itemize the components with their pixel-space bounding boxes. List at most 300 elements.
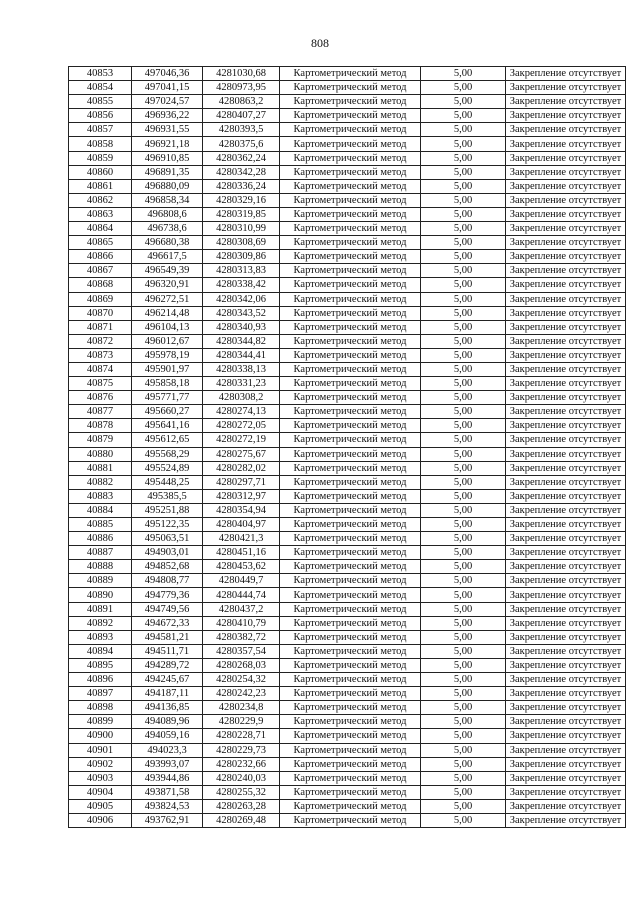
coord-y: 4280340,93	[203, 320, 280, 334]
fixation-cell: Закрепление отсутствует	[506, 630, 626, 644]
coord-x: 494187,11	[132, 687, 203, 701]
accuracy-cell: 5,00	[421, 151, 506, 165]
table-row	[69, 405, 626, 419]
accuracy-cell: 5,00	[421, 306, 506, 320]
method-cell: Картометрический метод	[280, 475, 421, 489]
table-row	[69, 673, 626, 687]
point-number: 40872	[69, 334, 132, 348]
coord-x: 496858,34	[132, 193, 203, 207]
accuracy-cell: 5,00	[421, 179, 506, 193]
coord-y: 4281030,68	[203, 67, 280, 81]
table-row	[69, 264, 626, 278]
accuracy-cell: 5,00	[421, 771, 506, 785]
coord-y: 4280421,3	[203, 532, 280, 546]
point-number: 40862	[69, 193, 132, 207]
fixation-cell: Закрепление отсутствует	[506, 644, 626, 658]
accuracy-cell: 5,00	[421, 193, 506, 207]
table-row	[69, 362, 626, 376]
fixation-cell: Закрепление отсутствует	[506, 785, 626, 799]
fixation-cell: Закрепление отсутствует	[506, 391, 626, 405]
coord-x: 494808,77	[132, 574, 203, 588]
coord-x: 496680,38	[132, 236, 203, 250]
table-row	[69, 137, 626, 151]
coord-y: 4280338,13	[203, 362, 280, 376]
fixation-cell: Закрепление отсутствует	[506, 546, 626, 560]
point-number: 40883	[69, 489, 132, 503]
method-cell: Картометрический метод	[280, 461, 421, 475]
coord-y: 4280331,23	[203, 377, 280, 391]
table-row	[69, 250, 626, 264]
method-cell: Картометрический метод	[280, 236, 421, 250]
coord-y: 4280263,28	[203, 799, 280, 813]
table-row	[69, 236, 626, 250]
coord-y: 4280329,16	[203, 193, 280, 207]
method-cell: Картометрический метод	[280, 320, 421, 334]
coord-x: 493944,86	[132, 771, 203, 785]
fixation-cell: Закрепление отсутствует	[506, 207, 626, 221]
method-cell: Картометрический метод	[280, 447, 421, 461]
method-cell: Картометрический метод	[280, 193, 421, 207]
coord-y: 4280382,72	[203, 630, 280, 644]
table-row	[69, 644, 626, 658]
coord-y: 4280229,73	[203, 743, 280, 757]
coord-y: 4280297,71	[203, 475, 280, 489]
accuracy-cell: 5,00	[421, 348, 506, 362]
coord-x: 495448,25	[132, 475, 203, 489]
accuracy-cell: 5,00	[421, 546, 506, 560]
coord-y: 4280275,67	[203, 447, 280, 461]
fixation-cell: Закрепление отсутствует	[506, 81, 626, 95]
point-number: 40885	[69, 518, 132, 532]
method-cell: Картометрический метод	[280, 785, 421, 799]
coord-y: 4280272,19	[203, 433, 280, 447]
accuracy-cell: 5,00	[421, 743, 506, 757]
accuracy-cell: 5,00	[421, 67, 506, 81]
method-cell: Картометрический метод	[280, 137, 421, 151]
method-cell: Картометрический метод	[280, 123, 421, 137]
fixation-cell: Закрепление отсутствует	[506, 461, 626, 475]
accuracy-cell: 5,00	[421, 813, 506, 827]
accuracy-cell: 5,00	[421, 729, 506, 743]
table-row	[69, 489, 626, 503]
table-row	[69, 165, 626, 179]
coord-x: 496910,85	[132, 151, 203, 165]
accuracy-cell: 5,00	[421, 222, 506, 236]
fixation-cell: Закрепление отсутствует	[506, 222, 626, 236]
coord-x: 496012,67	[132, 334, 203, 348]
coord-y: 4280240,03	[203, 771, 280, 785]
coord-x: 495568,29	[132, 447, 203, 461]
method-cell: Картометрический метод	[280, 757, 421, 771]
point-number: 40890	[69, 588, 132, 602]
coord-x: 494023,3	[132, 743, 203, 757]
point-number: 40868	[69, 278, 132, 292]
point-number: 40888	[69, 560, 132, 574]
fixation-cell: Закрепление отсутствует	[506, 320, 626, 334]
coord-x: 494059,16	[132, 729, 203, 743]
point-number: 40896	[69, 673, 132, 687]
table-row	[69, 743, 626, 757]
point-number: 40895	[69, 658, 132, 672]
coord-y: 4280268,03	[203, 658, 280, 672]
fixation-cell: Закрепление отсутствует	[506, 503, 626, 517]
method-cell: Картометрический метод	[280, 222, 421, 236]
table-row	[69, 687, 626, 701]
fixation-cell: Закрепление отсутствует	[506, 799, 626, 813]
accuracy-cell: 5,00	[421, 475, 506, 489]
table-row	[69, 658, 626, 672]
point-number: 40901	[69, 743, 132, 757]
table-row	[69, 799, 626, 813]
coord-y: 4280343,52	[203, 306, 280, 320]
table-row	[69, 771, 626, 785]
fixation-cell: Закрепление отсутствует	[506, 658, 626, 672]
table-row	[69, 123, 626, 137]
method-cell: Картометрический метод	[280, 560, 421, 574]
coord-x: 496880,09	[132, 179, 203, 193]
coord-x: 495612,65	[132, 433, 203, 447]
fixation-cell: Закрепление отсутствует	[506, 278, 626, 292]
point-number: 40897	[69, 687, 132, 701]
table-row	[69, 729, 626, 743]
table-row	[69, 560, 626, 574]
coord-y: 4280444,74	[203, 588, 280, 602]
accuracy-cell: 5,00	[421, 81, 506, 95]
point-number: 40854	[69, 81, 132, 95]
accuracy-cell: 5,00	[421, 616, 506, 630]
table-row	[69, 222, 626, 236]
point-number: 40876	[69, 391, 132, 405]
table-row	[69, 109, 626, 123]
coord-x: 496214,48	[132, 306, 203, 320]
coord-y: 4280313,83	[203, 264, 280, 278]
method-cell: Картометрический метод	[280, 334, 421, 348]
method-cell: Картометрический метод	[280, 616, 421, 630]
fixation-cell: Закрепление отсутствует	[506, 588, 626, 602]
table-row	[69, 348, 626, 362]
accuracy-cell: 5,00	[421, 292, 506, 306]
table-body	[69, 67, 626, 828]
point-number: 40889	[69, 574, 132, 588]
coord-x: 495063,51	[132, 532, 203, 546]
coord-x: 496320,91	[132, 278, 203, 292]
table-row	[69, 179, 626, 193]
table-row	[69, 95, 626, 109]
method-cell: Картометрический метод	[280, 602, 421, 616]
method-cell: Картометрический метод	[280, 687, 421, 701]
accuracy-cell: 5,00	[421, 701, 506, 715]
coord-x: 494136,85	[132, 701, 203, 715]
fixation-cell: Закрепление отсутствует	[506, 574, 626, 588]
coord-x: 494289,72	[132, 658, 203, 672]
table-row	[69, 433, 626, 447]
point-number: 40887	[69, 546, 132, 560]
table-row	[69, 546, 626, 560]
fixation-cell: Закрепление отсутствует	[506, 673, 626, 687]
point-number: 40874	[69, 362, 132, 376]
accuracy-cell: 5,00	[421, 250, 506, 264]
coord-x: 495641,16	[132, 419, 203, 433]
coord-x: 496617,5	[132, 250, 203, 264]
coord-y: 4280863,2	[203, 95, 280, 109]
accuracy-cell: 5,00	[421, 602, 506, 616]
coord-y: 4280228,71	[203, 729, 280, 743]
accuracy-cell: 5,00	[421, 715, 506, 729]
fixation-cell: Закрепление отсутствует	[506, 447, 626, 461]
accuracy-cell: 5,00	[421, 588, 506, 602]
point-number: 40882	[69, 475, 132, 489]
coord-x: 494852,68	[132, 560, 203, 574]
fixation-cell: Закрепление отсутствует	[506, 165, 626, 179]
method-cell: Картометрический метод	[280, 658, 421, 672]
point-number: 40856	[69, 109, 132, 123]
method-cell: Картометрический метод	[280, 264, 421, 278]
method-cell: Картометрический метод	[280, 644, 421, 658]
coord-x: 493871,58	[132, 785, 203, 799]
method-cell: Картометрический метод	[280, 81, 421, 95]
accuracy-cell: 5,00	[421, 236, 506, 250]
point-number: 40867	[69, 264, 132, 278]
table-row	[69, 813, 626, 827]
coord-y: 4280375,6	[203, 137, 280, 151]
coord-y: 4280229,9	[203, 715, 280, 729]
fixation-cell: Закрепление отсутствует	[506, 771, 626, 785]
fixation-cell: Закрепление отсутствует	[506, 560, 626, 574]
accuracy-cell: 5,00	[421, 673, 506, 687]
accuracy-cell: 5,00	[421, 391, 506, 405]
method-cell: Картометрический метод	[280, 207, 421, 221]
coord-x: 493993,07	[132, 757, 203, 771]
fixation-cell: Закрепление отсутствует	[506, 67, 626, 81]
table-row	[69, 757, 626, 771]
method-cell: Картометрический метод	[280, 518, 421, 532]
coord-x: 496104,13	[132, 320, 203, 334]
fixation-cell: Закрепление отсутствует	[506, 292, 626, 306]
fixation-cell: Закрепление отсутствует	[506, 475, 626, 489]
coord-y: 4280269,48	[203, 813, 280, 827]
table-row	[69, 532, 626, 546]
coord-x: 494511,71	[132, 644, 203, 658]
table-row	[69, 630, 626, 644]
point-number: 40877	[69, 405, 132, 419]
point-number: 40884	[69, 503, 132, 517]
coord-y: 4280274,13	[203, 405, 280, 419]
coord-x: 494089,96	[132, 715, 203, 729]
table-row	[69, 207, 626, 221]
method-cell: Картометрический метод	[280, 630, 421, 644]
coord-x: 495978,19	[132, 348, 203, 362]
point-number: 40878	[69, 419, 132, 433]
method-cell: Картометрический метод	[280, 278, 421, 292]
coord-y: 4280393,5	[203, 123, 280, 137]
accuracy-cell: 5,00	[421, 334, 506, 348]
point-number: 40863	[69, 207, 132, 221]
method-cell: Картометрический метод	[280, 292, 421, 306]
fixation-cell: Закрепление отсутствует	[506, 362, 626, 376]
method-cell: Картометрический метод	[280, 362, 421, 376]
method-cell: Картометрический метод	[280, 715, 421, 729]
accuracy-cell: 5,00	[421, 137, 506, 151]
table-row	[69, 475, 626, 489]
coord-x: 495385,5	[132, 489, 203, 503]
coord-y: 4280232,66	[203, 757, 280, 771]
coord-x: 495858,18	[132, 377, 203, 391]
coord-x: 496808,6	[132, 207, 203, 221]
table-row	[69, 785, 626, 799]
coord-y: 4280344,82	[203, 334, 280, 348]
accuracy-cell: 5,00	[421, 560, 506, 574]
table-row	[69, 602, 626, 616]
point-number: 40853	[69, 67, 132, 81]
point-number: 40858	[69, 137, 132, 151]
coord-x: 494903,01	[132, 546, 203, 560]
fixation-cell: Закрепление отсутствует	[506, 334, 626, 348]
method-cell: Картометрический метод	[280, 67, 421, 81]
coord-y: 4280354,94	[203, 503, 280, 517]
point-number: 40900	[69, 729, 132, 743]
point-number: 40866	[69, 250, 132, 264]
table-row	[69, 574, 626, 588]
fixation-cell: Закрепление отсутствует	[506, 123, 626, 137]
table-row	[69, 715, 626, 729]
accuracy-cell: 5,00	[421, 799, 506, 813]
point-number: 40898	[69, 701, 132, 715]
coord-x: 496891,35	[132, 165, 203, 179]
method-cell: Картометрический метод	[280, 419, 421, 433]
coord-x: 497024,57	[132, 95, 203, 109]
table-row	[69, 306, 626, 320]
coord-y: 4280319,85	[203, 207, 280, 221]
fixation-cell: Закрепление отсутствует	[506, 193, 626, 207]
point-number: 40873	[69, 348, 132, 362]
fixation-cell: Закрепление отсутствует	[506, 264, 626, 278]
coord-x: 496272,51	[132, 292, 203, 306]
coord-x: 497046,36	[132, 67, 203, 81]
fixation-cell: Закрепление отсутствует	[506, 137, 626, 151]
fixation-cell: Закрепление отсутствует	[506, 377, 626, 391]
coord-y: 4280336,24	[203, 179, 280, 193]
fixation-cell: Закрепление отсутствует	[506, 616, 626, 630]
page-number: 808	[311, 36, 329, 50]
table-row	[69, 67, 626, 81]
fixation-cell: Закрепление отсутствует	[506, 109, 626, 123]
fixation-cell: Закрепление отсутствует	[506, 419, 626, 433]
coord-x: 493824,53	[132, 799, 203, 813]
accuracy-cell: 5,00	[421, 503, 506, 517]
coord-x: 496921,18	[132, 137, 203, 151]
accuracy-cell: 5,00	[421, 419, 506, 433]
accuracy-cell: 5,00	[421, 207, 506, 221]
method-cell: Картометрический метод	[280, 729, 421, 743]
coord-x: 494779,36	[132, 588, 203, 602]
coord-y: 4280410,79	[203, 616, 280, 630]
coord-x: 494581,21	[132, 630, 203, 644]
coordinates-table	[68, 66, 626, 828]
accuracy-cell: 5,00	[421, 630, 506, 644]
point-number: 40870	[69, 306, 132, 320]
fixation-cell: Закрепление отсутствует	[506, 405, 626, 419]
accuracy-cell: 5,00	[421, 757, 506, 771]
point-number: 40886	[69, 532, 132, 546]
method-cell: Картометрический метод	[280, 348, 421, 362]
method-cell: Картометрический метод	[280, 813, 421, 827]
method-cell: Картометрический метод	[280, 405, 421, 419]
fixation-cell: Закрепление отсутствует	[506, 715, 626, 729]
fixation-cell: Закрепление отсутствует	[506, 757, 626, 771]
coord-y: 4280242,23	[203, 687, 280, 701]
coord-x: 493762,91	[132, 813, 203, 827]
point-number: 40871	[69, 320, 132, 334]
method-cell: Картометрический метод	[280, 588, 421, 602]
fixation-cell: Закрепление отсутствует	[506, 250, 626, 264]
accuracy-cell: 5,00	[421, 687, 506, 701]
coord-x: 494672,33	[132, 616, 203, 630]
table-row	[69, 518, 626, 532]
table-row	[69, 334, 626, 348]
coord-y: 4280254,32	[203, 673, 280, 687]
method-cell: Картометрический метод	[280, 743, 421, 757]
point-number: 40879	[69, 433, 132, 447]
fixation-cell: Закрепление отсутствует	[506, 433, 626, 447]
coord-y: 4280451,16	[203, 546, 280, 560]
accuracy-cell: 5,00	[421, 518, 506, 532]
fixation-cell: Закрепление отсутствует	[506, 236, 626, 250]
coord-y: 4280308,69	[203, 236, 280, 250]
table-row	[69, 588, 626, 602]
fixation-cell: Закрепление отсутствует	[506, 179, 626, 193]
fixation-cell: Закрепление отсутствует	[506, 532, 626, 546]
coord-x: 496738,6	[132, 222, 203, 236]
method-cell: Картометрический метод	[280, 771, 421, 785]
coord-x: 495771,77	[132, 391, 203, 405]
table-row	[69, 292, 626, 306]
point-number: 40864	[69, 222, 132, 236]
table-row	[69, 503, 626, 517]
point-number: 40906	[69, 813, 132, 827]
point-number: 40905	[69, 799, 132, 813]
coord-x: 494245,67	[132, 673, 203, 687]
coord-y: 4280282,02	[203, 461, 280, 475]
accuracy-cell: 5,00	[421, 95, 506, 109]
coord-x: 496549,39	[132, 264, 203, 278]
coord-y: 4280342,06	[203, 292, 280, 306]
table-row	[69, 81, 626, 95]
method-cell: Картометрический метод	[280, 165, 421, 179]
point-number: 40855	[69, 95, 132, 109]
accuracy-cell: 5,00	[421, 447, 506, 461]
coord-x: 494749,56	[132, 602, 203, 616]
table-row	[69, 461, 626, 475]
coord-y: 4280255,32	[203, 785, 280, 799]
coord-y: 4280407,27	[203, 109, 280, 123]
fixation-cell: Закрепление отсутствует	[506, 602, 626, 616]
coord-y: 4280342,28	[203, 165, 280, 179]
coord-y: 4280357,54	[203, 644, 280, 658]
point-number: 40860	[69, 165, 132, 179]
accuracy-cell: 5,00	[421, 264, 506, 278]
table-row	[69, 419, 626, 433]
method-cell: Картометрический метод	[280, 433, 421, 447]
coord-y: 4280312,97	[203, 489, 280, 503]
coord-x: 495122,35	[132, 518, 203, 532]
point-number: 40857	[69, 123, 132, 137]
method-cell: Картометрический метод	[280, 377, 421, 391]
coord-x: 495251,88	[132, 503, 203, 517]
fixation-cell: Закрепление отсутствует	[506, 348, 626, 362]
accuracy-cell: 5,00	[421, 362, 506, 376]
table-row	[69, 616, 626, 630]
table-row	[69, 377, 626, 391]
